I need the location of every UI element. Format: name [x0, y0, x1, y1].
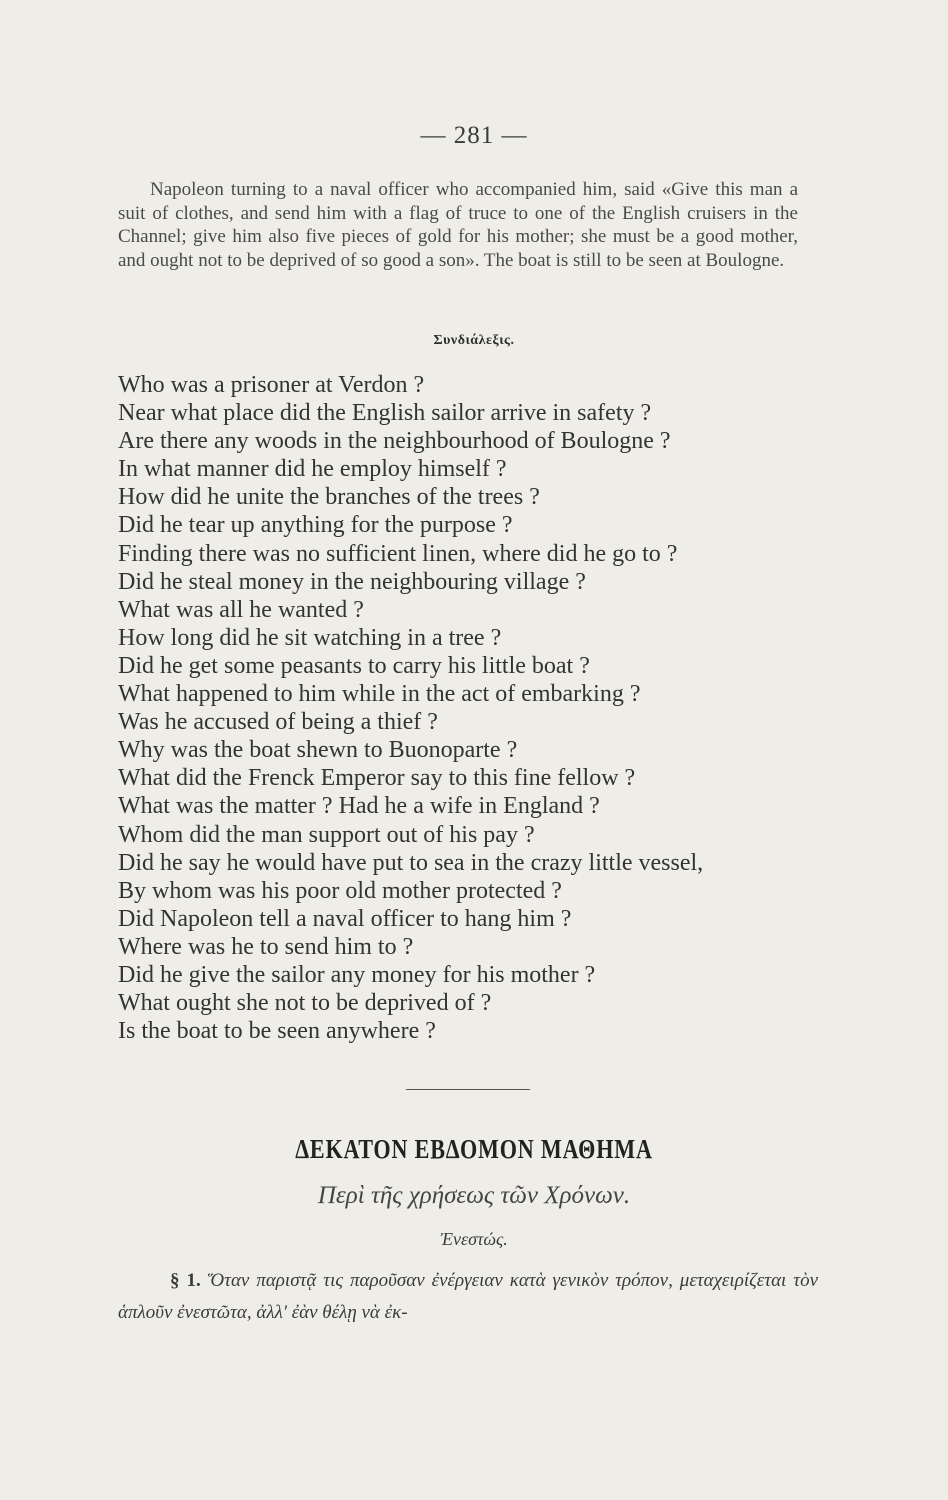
intro-paragraph [118, 178, 798, 272]
question-item: Did Napoleon tell a naval officer to hang him ? [118, 905, 572, 932]
page-number: — 281 — [420, 122, 528, 149]
question-item: Finding there was no sufficient linen, where did he go to ? [118, 540, 678, 567]
section-label: Ἐνεστώς. [440, 1229, 508, 1249]
question-item: How long did he sit watching in a tree ? [118, 624, 502, 651]
lesson-subtitle: Περὶ τῆς χρήσεως τῶν Χρόνων. [317, 1182, 631, 1209]
question-item: Where was he to send him to ? [118, 933, 414, 960]
question-item: What was all he wanted ? [118, 596, 364, 623]
questions-heading: Συνδιάλεξις. [433, 333, 515, 348]
question-item: Are there any woods in the neighbourhood of Boulogne ? [118, 428, 671, 455]
question-item: Was he accused of being a thief ? [118, 709, 438, 736]
question-item: Whom did the man support out of his pay ? [118, 821, 535, 848]
question-item: What was the matter ? Had he a wife in England ? [118, 793, 600, 820]
question-item: Who was a prisoner at Verdon ? [118, 372, 425, 398]
question-item: Why was the boat shewn to Buonoparte ? [118, 737, 518, 764]
question-item: What ought she not to be deprived of ? [118, 990, 492, 1017]
question-item: What happened to him while in the act of embarking ? [118, 681, 641, 708]
question-item: Did he get some peasants to carry his little boat ? [118, 652, 590, 679]
section-divider [406, 1089, 530, 1090]
question-item: Did he steal money in the neighbouring village ? [118, 568, 586, 595]
question-item: Near what place did the English sailor arrive in safety ? [118, 400, 652, 427]
question-item: How did he unite the branches of the trees ? [118, 484, 540, 511]
questions-list [118, 371, 818, 1045]
question-item: Did he give the sailor any money for his mother ? [118, 961, 596, 988]
lesson-title: ΔΕΚΑΤΟΝ ΕΒΔΟΜΟΝ ΜΑΘΗΜΑ [295, 1134, 653, 1164]
question-item: By whom was his poor old mother protected ? [118, 877, 562, 904]
question-item: In what manner did he employ himself ? [118, 456, 507, 483]
paragraph-body: Ὅταν παριστᾷ τις παροῦσαν ἐνέργειαν κατὰ γενικὸν τρόπον, μεταχειρίζεται τὸν ἁπλοῦν ἐνεστῶτα, ἀλλ' ἐὰν θέλῃ νὰ ἐκ- [118, 1270, 819, 1323]
grammar-paragraph-text [118, 1265, 818, 1329]
question-item: What did the Frenck Emperor say to this fine fellow ? [118, 765, 636, 792]
question-item: Is the boat to be seen anywhere ? [118, 1018, 436, 1045]
question-item: Did he tear up anything for the purpose ? [118, 512, 513, 539]
section-mark: § 1. [170, 1270, 201, 1291]
grammar-paragraph [118, 1265, 818, 1329]
question-item: Did he say he would have put to sea in the crazy little vessel, [118, 849, 704, 876]
intro-text: Napoleon turning to a naval officer who accompanied him, said «Give this man a suit of clothes, and send him with a flag of truce to one of the English cruisers in the Channel; give him also five pieces of gold for his mother; she must be a good mother, and ought not to be deprived of so good a son». The boat is still to be seen at Boulogne. [118, 179, 798, 271]
